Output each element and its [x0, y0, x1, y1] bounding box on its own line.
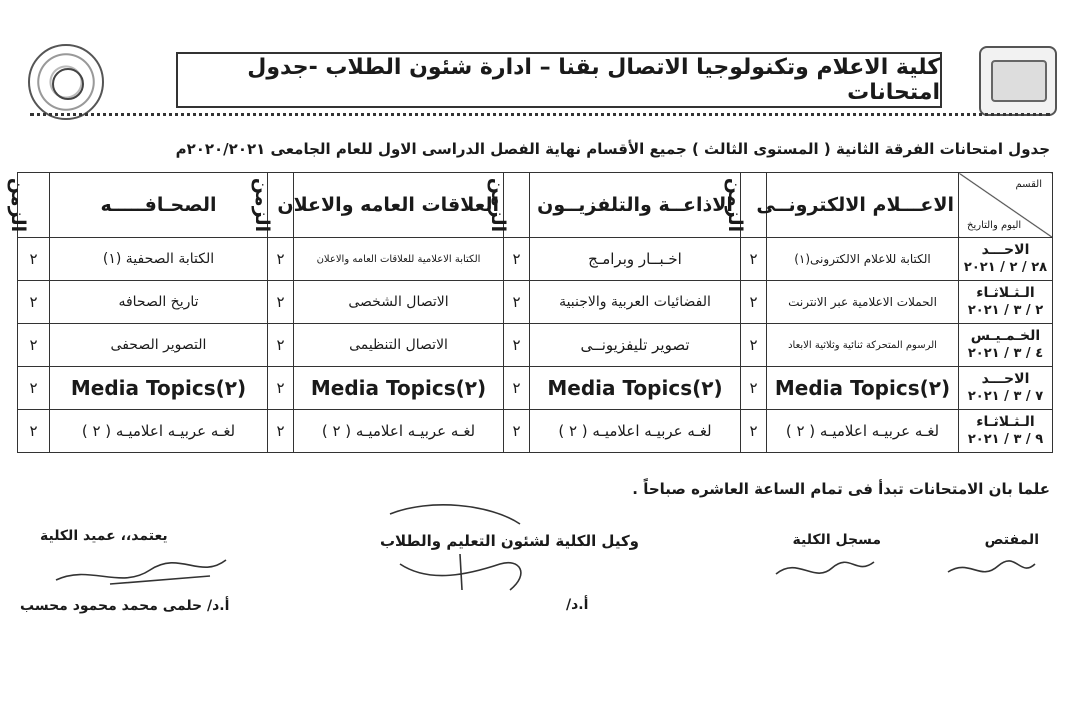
subject-cell: Media Topics(٢): [50, 367, 268, 410]
subject-cell: لغـه عربيـه اعلاميـه ( ٢ ): [767, 410, 959, 453]
schedule-subtitle: جدول امتحانات الفرقة الثانية ( المستوى الثالث ) جميع الأقسام نهاية الفصل الدراسى الاول للعام الجامعى ٢٠٢٠/٢٠٢١م: [175, 140, 1050, 158]
hours-cell: ٢: [268, 281, 294, 324]
subject-cell: لغـه عربيـه اعلاميـه ( ٢ ): [50, 410, 268, 453]
subject-cell: لغـه عربيـه اعلاميـه ( ٢ ): [530, 410, 741, 453]
table-header-row: [18, 173, 1053, 238]
hours-cell: ٢: [504, 367, 530, 410]
time-header: الزمن: [741, 173, 767, 238]
table-row: [18, 410, 1053, 453]
subject-cell: الكتابة للاعلام الالكترونى(١): [767, 238, 959, 281]
department-header: الاذاعــة والتلفزيــون: [530, 173, 741, 238]
media-college-logo-icon: [28, 44, 104, 120]
table-row: [18, 238, 1053, 281]
table-row: [18, 324, 1053, 367]
subject-cell: الحملات الاعلامية عبر الانترنت: [767, 281, 959, 324]
divider: [30, 113, 1050, 124]
time-header: الزمن: [268, 173, 294, 238]
department-header: الاعـــلام الالكترونــى: [767, 173, 959, 238]
corner-cell: [959, 173, 1053, 238]
dean-name: أ.د/ حلمى محمد محمود محسب: [20, 598, 230, 614]
exam-time-note: علما بان الامتحانات تبدأ فى تمام الساعة العاشره صباحاً .: [632, 480, 1050, 498]
hours-cell: ٢: [504, 238, 530, 281]
hours-cell: ٢: [268, 410, 294, 453]
vice-dean-signature-scribble: [370, 494, 560, 604]
day-date-cell: الـثـلاثـاء ٢ / ٣ / ٢٠٢١: [959, 281, 1053, 324]
vice-dean-name: أ.د/: [566, 597, 589, 613]
hours-cell: ٢: [504, 410, 530, 453]
department-header: الصحـافـــــه: [50, 173, 268, 238]
subject-cell: اخـبــار وبرامـج: [530, 238, 741, 281]
hours-cell: ٢: [741, 324, 767, 367]
subject-cell: Media Topics(٢): [767, 367, 959, 410]
time-header: الزمن: [18, 173, 50, 238]
hours-cell: ٢: [268, 238, 294, 281]
exam-table: [6, 172, 1053, 453]
subject-cell: Media Topics(٢): [294, 367, 504, 410]
dean-signature-label: يعتمد،، عميد الكلية: [40, 528, 168, 544]
hours-cell: ٢: [504, 281, 530, 324]
examiner-signature-scribble: [940, 548, 1040, 588]
hours-cell: ٢: [18, 324, 50, 367]
subject-cell: الكتابة الاعلامية للعلاقات العامه والاعلان: [294, 238, 504, 281]
corner-department-label: القسم: [1015, 179, 1042, 190]
examiner-signature-label: المفتص: [984, 532, 1039, 548]
department-header: العلاقات العامه والاعلان: [294, 173, 504, 238]
hours-cell: ٢: [504, 324, 530, 367]
registrar-signature-scribble: [770, 548, 880, 588]
subject-cell: الرسوم المتحركة ثنائية وثلاثية الابعاد: [767, 324, 959, 367]
hours-cell: ٢: [18, 410, 50, 453]
subject-cell: لغـه عربيـه اعلاميـه ( ٢ ): [294, 410, 504, 453]
hours-cell: ٢: [741, 410, 767, 453]
hours-cell: ٢: [18, 281, 50, 324]
subject-cell: التصوير الصحفى: [50, 324, 268, 367]
hours-cell: ٢: [268, 324, 294, 367]
hours-cell: ٢: [741, 367, 767, 410]
corner-date-label: اليوم والتاريخ: [967, 220, 1022, 231]
hours-cell: ٢: [741, 238, 767, 281]
hours-cell: ٢: [18, 367, 50, 410]
registrar-signature-label: مسجل الكلية: [792, 532, 881, 548]
dean-signature-scribble: [50, 550, 230, 594]
hours-cell: ٢: [18, 238, 50, 281]
day-date-cell: الخـمـيـس ٤ / ٣ / ٢٠٢١: [959, 324, 1053, 367]
hours-cell: ٢: [741, 281, 767, 324]
time-header: الزمن: [504, 173, 530, 238]
page-title: كلية الاعلام وتكنولوجيا الاتصال بقنا – ادارة شئون الطلاب -جدول امتحانات: [176, 52, 942, 108]
day-date-cell: الاحـــد ٢٨ / ٢ / ٢٠٢١: [959, 238, 1053, 281]
vice-dean-signature-label: وكيل الكلية لشئون التعليم والطلاب: [379, 532, 639, 550]
table-row: [18, 281, 1053, 324]
subject-cell: Media Topics(٢): [530, 367, 741, 410]
subject-cell: الكتابة الصحفية (١): [50, 238, 268, 281]
day-date-cell: الـثـلاثـاء ٩ / ٣ / ٢٠٢١: [959, 410, 1053, 453]
subject-cell: الفضائيات العربية والاجنبية: [530, 281, 741, 324]
subject-cell: تصوير تليفزيونــى: [530, 324, 741, 367]
university-logo-icon: [979, 46, 1057, 116]
subject-cell: تاريخ الصحافه: [50, 281, 268, 324]
subject-cell: الاتصال التنظيمى: [294, 324, 504, 367]
hours-cell: ٢: [268, 367, 294, 410]
subject-cell: الاتصال الشخصى: [294, 281, 504, 324]
day-date-cell: الاحـــد ٧ / ٣ / ٢٠٢١: [959, 367, 1053, 410]
table-row: [18, 367, 1053, 410]
